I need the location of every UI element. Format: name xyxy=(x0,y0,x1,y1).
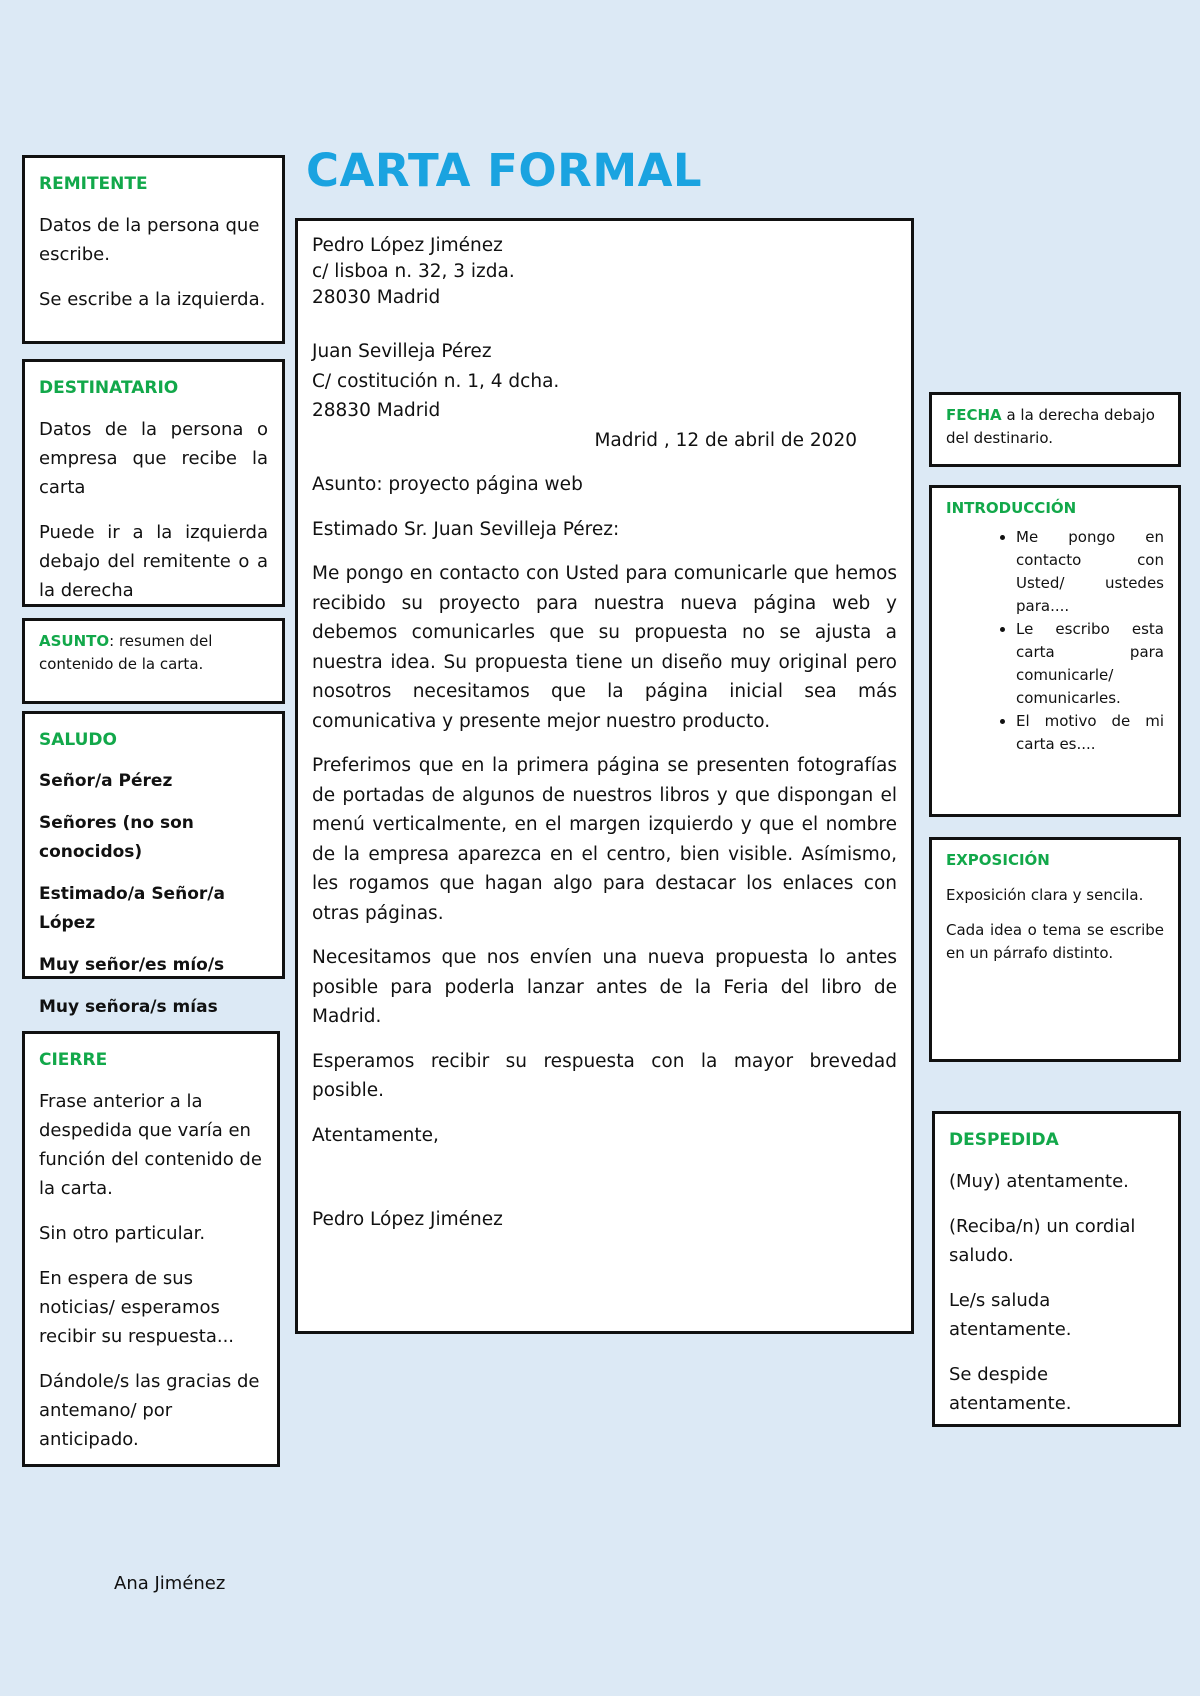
exposicion-line: Exposición clara y sencila. xyxy=(946,886,1144,904)
letter-greeting: Estimado Sr. Juan Sevilleja Pérez: xyxy=(312,518,620,540)
cierre-line: Dándole/s las gracias de antemano/ por anticipado. xyxy=(39,1371,260,1450)
destinatario-label: DESTINATARIO xyxy=(39,378,179,398)
introduccion-box xyxy=(929,485,1181,817)
page-title: CARTA FORMAL xyxy=(306,144,703,197)
letter-date: Madrid , 12 de abril de 2020 xyxy=(594,429,857,451)
sender-line: 28030 Madrid xyxy=(312,287,441,308)
cierre-line: Sin otro particular. xyxy=(39,1223,206,1244)
introduccion-list xyxy=(946,526,1164,756)
letter-signature: Pedro López Jiménez xyxy=(312,1209,503,1230)
remitente-line: Se escribe a la izquierda. xyxy=(39,289,266,310)
cierre-label: CIERRE xyxy=(39,1050,108,1070)
asunto-text: : resumen del contenido de la carta. xyxy=(39,632,213,673)
introduccion-item: • Le escribo esta carta para comunicarle/ comunicarles. xyxy=(1016,618,1164,710)
despedida-line: Se despide atentamente. xyxy=(949,1364,1072,1414)
fecha-text: a la derecha debajo del destinario. xyxy=(946,406,1155,447)
letter-paragraph: Necesitamos que nos envíen una nueva propuesta lo antes posible para poderla lanzar antes de la Feria del libro de Madrid. xyxy=(312,947,897,1027)
despedida-line: (Muy) atentamente. xyxy=(949,1171,1129,1192)
despedida-label: DESPEDIDA xyxy=(949,1130,1059,1150)
asunto-label: ASUNTO xyxy=(39,632,110,650)
sender-line: c/ lisboa n. 32, 3 izda. xyxy=(312,261,515,282)
letter-subject: Asunto: proyecto página web xyxy=(312,474,583,495)
exposicion-box xyxy=(929,837,1181,1062)
letter-paragraph: Preferimos que en la primera página se presenten fotografías de portadas de algunos de nuestros libros y que dispongan el menú verticalmente, en el margen izquierdo y que el nombre de la empresa aparezca en el centro, bien visible. Asímismo, les rogamos que hagan algo para destacar los enlaces con otras páginas. xyxy=(312,755,897,924)
introduccion-item: • El motivo de mi carta es.... xyxy=(1016,710,1164,756)
letter-paragraph: Me pongo en contacto con Usted para comunicarle que hemos recibido su proyecto para nuestra nueva página web y debemos comunicarles que su propuesta no se ajusta a nuestra idea. Su propuesta tiene un diseño muy original pero nosotros necesitamos que la página inicial sea más comunicativa y presente mejor nuestro producto. xyxy=(312,563,897,732)
destinatario-box xyxy=(22,359,285,607)
recipient-line: C/ costitución n. 1, 4 dcha. xyxy=(312,370,560,392)
author-name: Ana Jiménez xyxy=(114,1573,226,1594)
saludo-box xyxy=(22,711,285,1017)
remitente-line: Datos de la persona que escribe. xyxy=(39,215,260,265)
sender-line: Pedro López Jiménez xyxy=(312,235,503,256)
recipient-line: Juan Sevilleja Pérez xyxy=(312,341,492,362)
recipient-line: 28830 Madrid xyxy=(312,400,441,421)
letter-closing: Atentamente, xyxy=(312,1124,439,1146)
saludo-item: Muy señor/es mío/s xyxy=(39,955,225,975)
exposicion-label: EXPOSICIÓN xyxy=(946,851,1050,869)
introduccion-item: • Me pongo en contacto con Usted/ ustedes para.... xyxy=(1016,526,1164,618)
letter-body xyxy=(295,218,914,1334)
introduccion-label: INTRODUCCIÓN xyxy=(946,499,1077,517)
fecha-box xyxy=(929,392,1181,467)
fecha-label: FECHA xyxy=(946,406,1002,424)
cierre-line: Frase anterior a la despedida que varía en función del contenido de la carta. xyxy=(39,1091,262,1199)
destinatario-line: Puede ir a la izquierda debajo del remitente o a la derecha xyxy=(39,522,268,601)
cierre-line: En espera de sus noticias/ esperamos recibir su respuesta... xyxy=(39,1268,235,1347)
saludo-item: Muy señora/s mías xyxy=(39,997,218,1017)
saludo-item: Señor/a Pérez xyxy=(39,771,173,791)
exposicion-line: Cada idea o tema se escribe en un párrafo distinto. xyxy=(946,921,1164,962)
letter-paragraph: Esperamos recibir su respuesta con la mayor brevedad posible. xyxy=(312,1050,897,1101)
remitente-label: REMITENTE xyxy=(39,174,148,194)
despedida-line: (Reciba/n) un cordial saludo. xyxy=(949,1216,1136,1266)
saludo-item: Estimado/a Señor/a López xyxy=(39,884,225,933)
saludo-label: SALUDO xyxy=(39,730,117,750)
despedida-box xyxy=(932,1111,1181,1427)
remitente-box xyxy=(22,155,285,344)
saludo-item: Señores (no son conocidos) xyxy=(39,813,194,862)
cierre-box xyxy=(22,1031,280,1467)
destinatario-line: Datos de la persona o empresa que recibe la carta xyxy=(39,419,268,498)
despedida-line: Le/s saluda atentamente. xyxy=(949,1290,1072,1340)
asunto-box xyxy=(22,618,285,704)
